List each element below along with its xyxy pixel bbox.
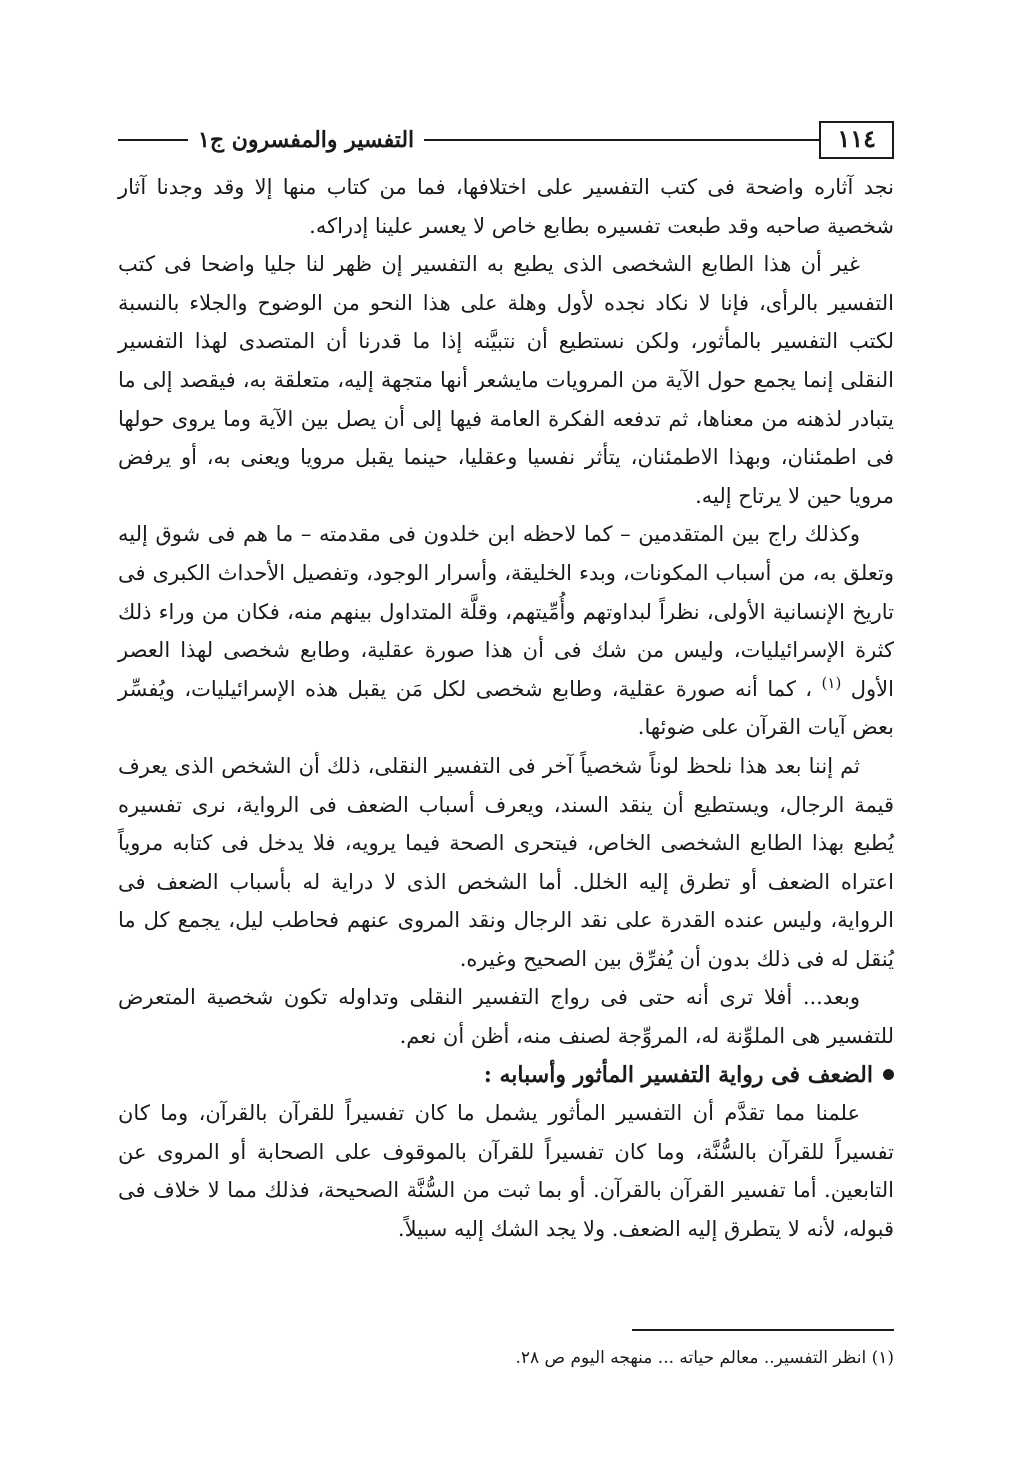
section-heading bbox=[118, 1056, 894, 1095]
paragraph-2: غير أن هذا الطابع الشخصى الذى يطبع به التفسير إن ظهر لنا جليا واضحا فى كتب التفسير بالرأى، فإنا لا نكاد نجده لأول وهلة على هذا النحو من الوضوح والجلاء بالنسبة لكتب التفسير بالمأثور، ولكن نستطيع أن نتبيَّنه إذا ما قدرنا أن المتصدى لهذا التفسير النقلى إنما يجمع حول الآية من المرويات مايشعر أنها متجهة إليه، متعلقة به، فيقصد إلى ما يتبادر لذهنه من معناها، ثم تدفعه الفكرة العامة فيها إلى أن يصل بين الآية وما يروى حولها فى اطمئنان، وبهذا الاطمئنان، يتأثر نفسيا وعقليا، حينما يقبل مرويا ويعنى به، أو يرفض مرويا حين لا يرتاح إليه. bbox=[118, 252, 894, 508]
paragraph-3-part-2: ، كما أنه صورة عقلية، وطابع شخصى لكل مَن يقبل هذه الإسرائيليات، ويُفسِّر بعض آيات القرآن على ضوئها. bbox=[118, 676, 894, 740]
paragraph-3 bbox=[118, 515, 894, 747]
page-header bbox=[118, 118, 894, 162]
paragraph-1: نجد آثاره واضحة فى كتب التفسير على اختلافها، فما من كتاب منها إلا وقد وجدنا آثار شخصية صاحبه وقد طبعت تفسيره بطابع خاص لا يعسر علينا إدراكه. bbox=[118, 175, 894, 238]
paragraph-6: علمنا مما تقدَّم أن التفسير المأثور يشمل ما كان تفسيراً للقرآن بالقرآن، وما كان تفسيراً للقرآن بالسُّنَّة، وما كان تفسيراً للقرآن بالموقوف على الصحابة أو المروى عن التابعين. أما تفسير القرآن بالقرآن. أو بما ثبت من السُّنَّة الصحيحة، فذلك مما لا خلاف فى قبوله، لأنه لا يتطرق إليه الضعف. ولا يجد الشك إليه سبيلاً. bbox=[118, 1101, 894, 1242]
header-rule-left bbox=[118, 139, 188, 141]
section-heading-text: الضعف فى رواية التفسير المأثور وأسبابه : bbox=[483, 1061, 873, 1088]
header-rule-right bbox=[424, 139, 819, 141]
footnote-reference: (١) bbox=[821, 673, 842, 692]
page-number: ١١٤ bbox=[819, 121, 894, 159]
page bbox=[118, 118, 894, 1398]
footnote: (١) انظر التفسير.. معالم حياته ... منهجه اليوم ص ٢٨. bbox=[515, 1348, 894, 1368]
running-title: التفسير والمفسرون ج١ bbox=[198, 127, 415, 153]
paragraph-5: وبعد... أفلا ترى أنه حتى فى رواج التفسير النقلى وتداوله تكون شخصية المتعرض للتفسير هى الملوِّنة له، المروِّجة لصنف منه، أظن أن نعم. bbox=[118, 985, 894, 1049]
footnote-rule bbox=[632, 1329, 894, 1331]
paragraph-4: ثم إننا بعد هذا نلحظ لوناً شخصياً آخر فى التفسير النقلى، ذلك أن الشخص الذى يعرف قيمة الرجال، ويستطيع أن ينقد السند، ويعرف أسباب الضعف فى الرواية، نرى تفسيره يُطبع بهذا الطابع الشخصى الخاص، فيتحرى الصحة فيما يرويه، فلا يدخل فى كتابه مروياً اعتراه الضعف أو تطرق إليه الخلل. أما الشخص الذى لا دراية له بأسباب الضعف فى الرواية، وليس عنده القدرة على نقد الرجال ونقد المروى عنهم فحاطب ليل، يجمع كل ما يُنقل له فى ذلك بدون أن يُفرِّق بين الصحيح وغيره. bbox=[118, 753, 894, 971]
bullet-icon bbox=[883, 1069, 894, 1080]
paragraph-3-part-1: وكذلك راج بين المتقدمين – كما لاحظه ابن خلدون فى مقدمته – ما هم فى شوق إليه وتعلق به، من أسباب المكونات، وبدء الخليقة، وأسرار الوجود، وتفصيل الأحداث الكبرى فى تاريخ الإنسانية الأولى، نظراً لبداوتهم وأُمِّيتهم، وقلَّة المتداول بينهم منه، فكان من وراء ذلك كثرة الإسرائيليات، وليس من شك فى أن هذا صورة عقلية، وطابع شخصى لهذا العصر الأول bbox=[118, 522, 894, 701]
body-text bbox=[118, 168, 894, 1249]
